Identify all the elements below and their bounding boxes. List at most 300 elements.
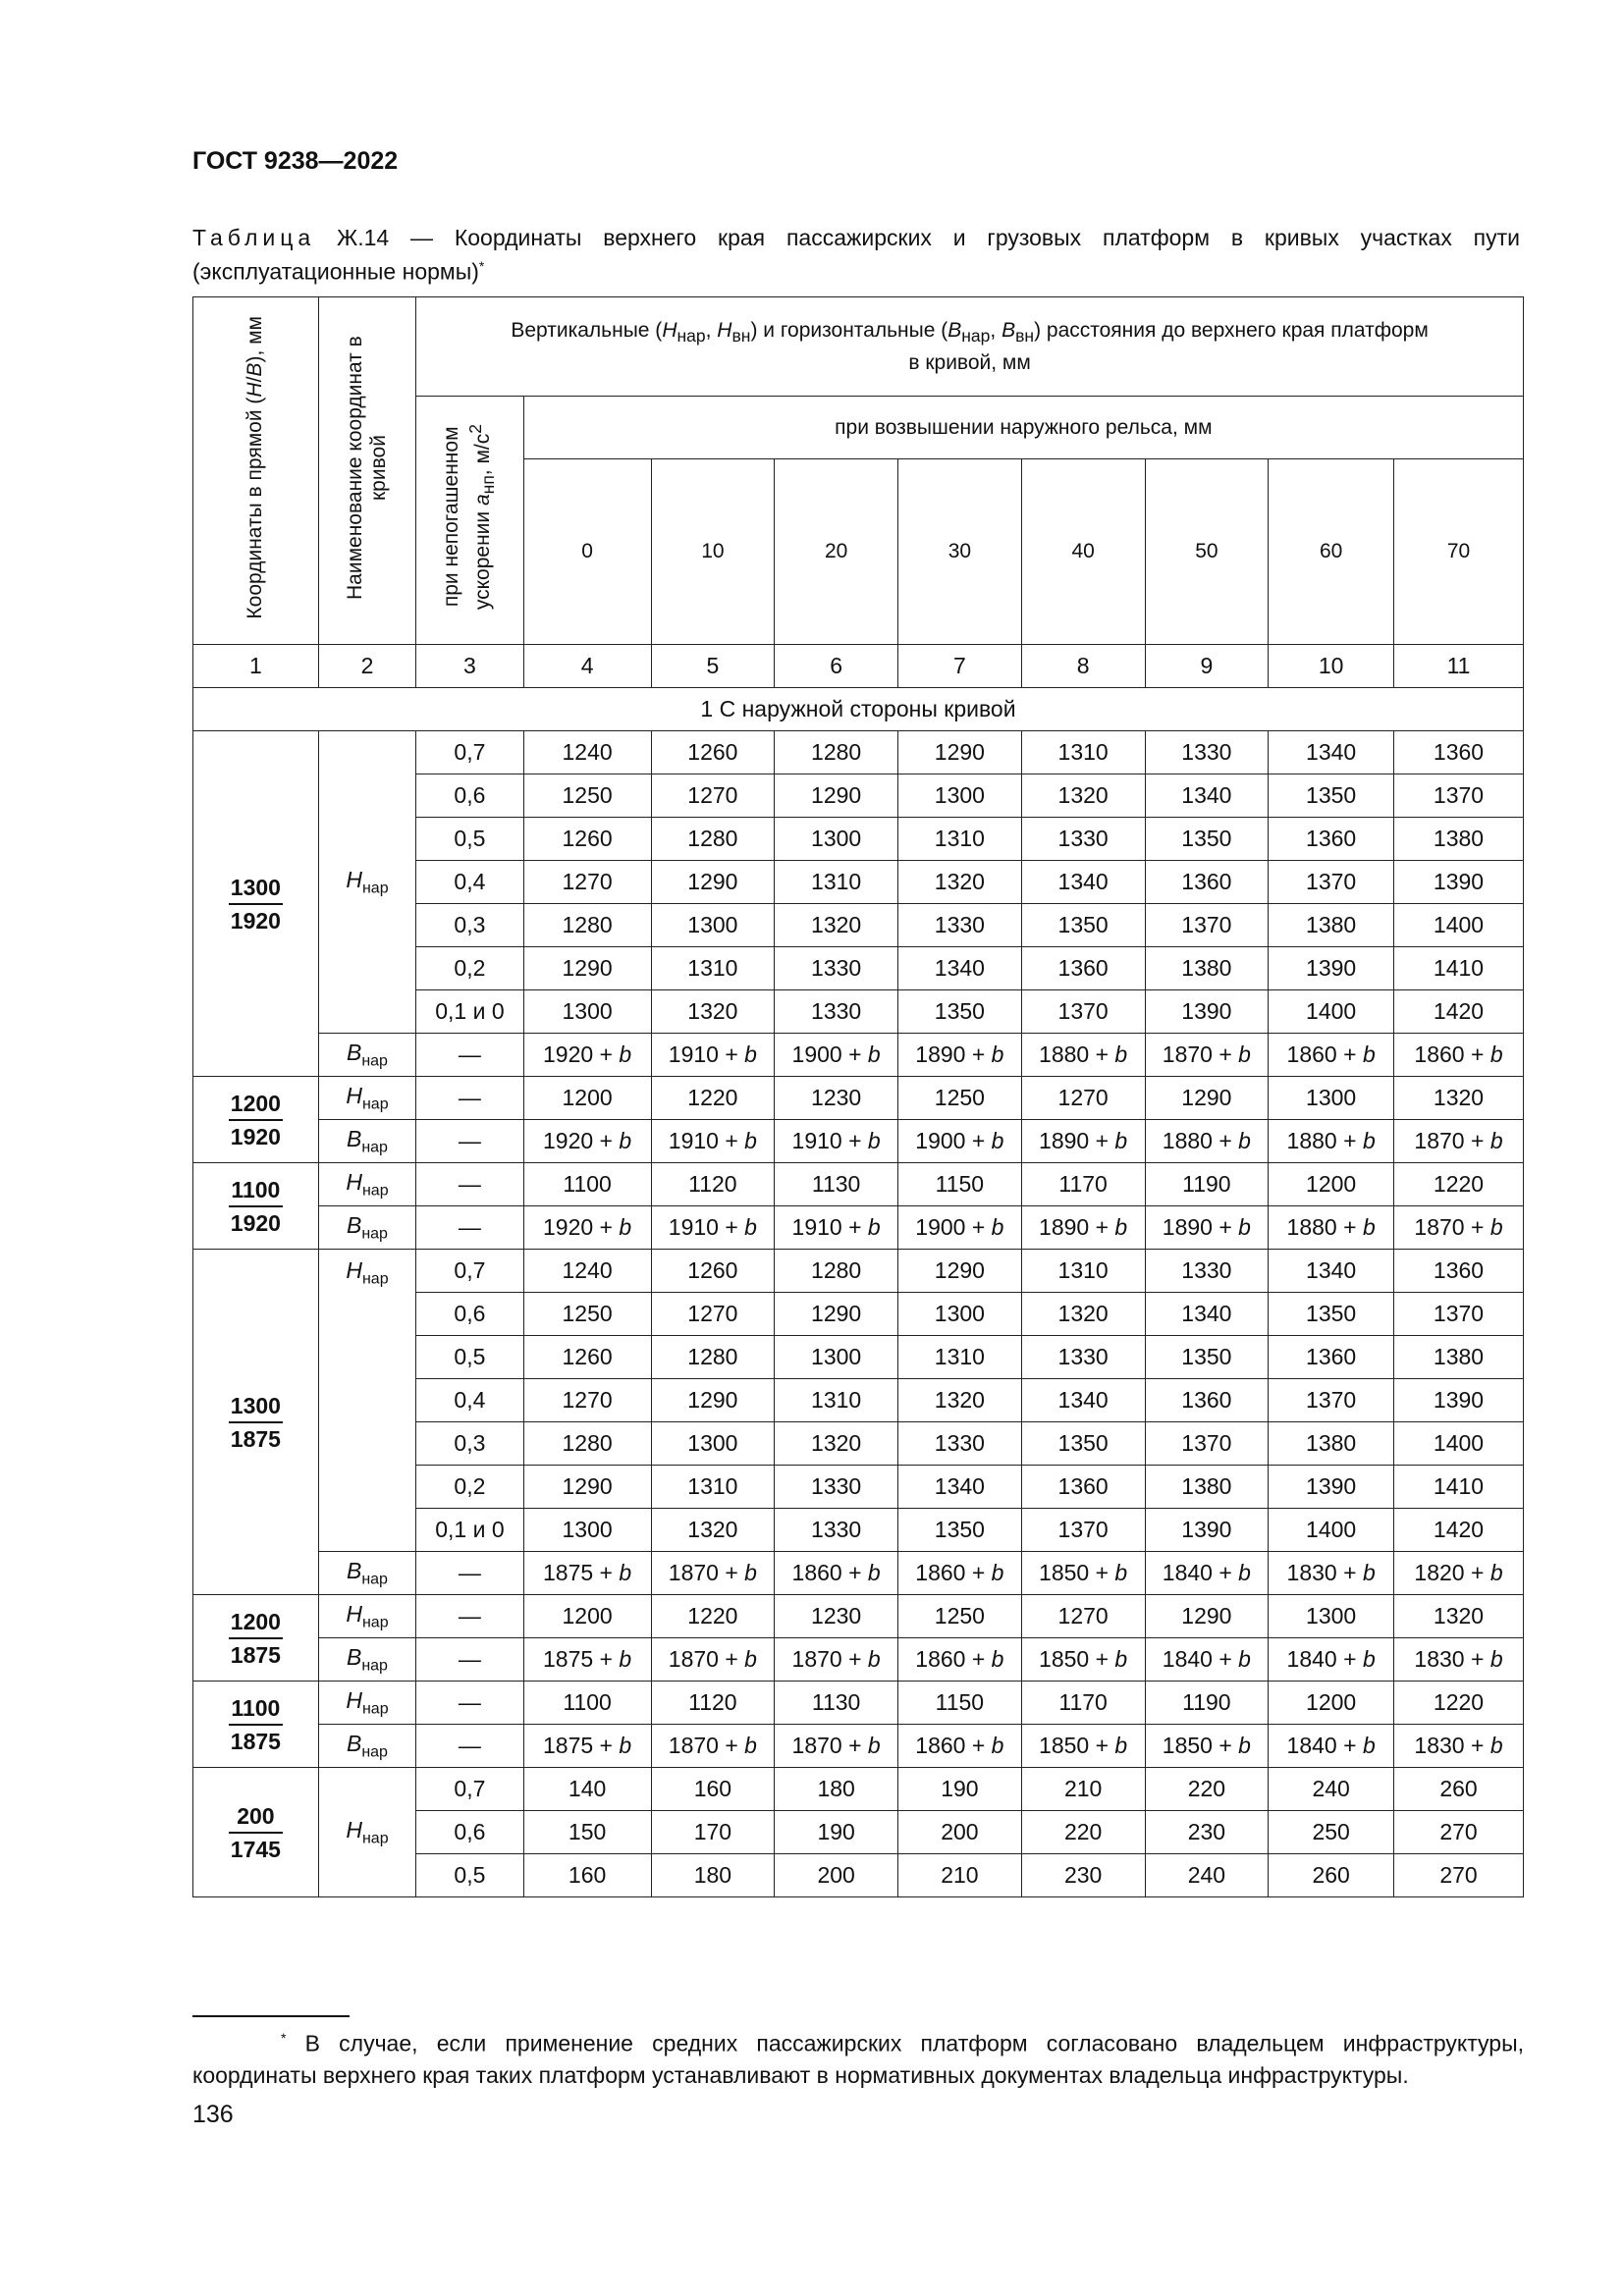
page-number: 136 <box>192 2101 234 2128</box>
value-cell: 1240 <box>523 731 651 774</box>
value-cell <box>523 1552 651 1595</box>
header-main-h: H <box>662 318 677 342</box>
name-symbol: H <box>346 1082 362 1108</box>
value-cell: 1350 <box>898 1509 1022 1552</box>
value-cell: 240 <box>1145 1854 1269 1897</box>
value-cell: 1380 <box>1394 1336 1524 1379</box>
value-cell <box>1021 1725 1145 1768</box>
value-cell: 1380 <box>1269 904 1394 947</box>
header-col2-label: Наименование координат в кривой <box>343 336 390 600</box>
coordinate-name-cell <box>318 1595 415 1638</box>
value-plus: + <box>593 1041 620 1067</box>
header-main <box>416 297 1524 397</box>
value-number: 1860 <box>1286 1041 1337 1067</box>
value-b-symbol: b <box>744 1733 757 1758</box>
acceleration-cell: 0,3 <box>416 904 524 947</box>
header-main-sub3: нар <box>961 326 991 347</box>
value-cell <box>1021 1552 1145 1595</box>
header-accel <box>416 397 524 645</box>
value-cell: 1290 <box>651 861 775 904</box>
header-main-part-d: в кривой, мм <box>908 351 1031 375</box>
value-b-symbol: b <box>1238 1646 1251 1672</box>
value-cell <box>1394 1638 1524 1682</box>
coordinate-name-cell <box>318 1163 415 1206</box>
value-cell: 1200 <box>523 1595 651 1638</box>
coordinate-name-h <box>346 1082 389 1113</box>
value-cell: 1320 <box>651 1509 775 1552</box>
value-plus: + <box>965 1041 992 1067</box>
value-number: 1920 <box>543 1041 594 1067</box>
coordinate-name-cell <box>318 1250 415 1552</box>
value-b-symbol: b <box>1362 1128 1376 1153</box>
value-b-symbol: b <box>1238 1041 1251 1067</box>
value-cell: 1370 <box>1145 1422 1269 1466</box>
value-plus: + <box>965 1646 992 1672</box>
value-number: 1860 <box>915 1733 966 1758</box>
value-plus: + <box>1212 1214 1239 1240</box>
header-main-part-b: ) и горизонтальные ( <box>750 318 948 342</box>
value-cell: 1300 <box>898 774 1022 818</box>
value-cell: 250 <box>1269 1811 1394 1854</box>
value-plus: + <box>1089 1733 1115 1758</box>
value-b-symbol: b <box>1114 1733 1128 1758</box>
value-cell: 1380 <box>1145 1466 1269 1509</box>
value-cell: 1280 <box>651 818 775 861</box>
value-cell <box>1145 1638 1269 1682</box>
value-number: 1910 <box>668 1041 719 1067</box>
value-cell <box>523 1206 651 1250</box>
value-cell: 1320 <box>1021 1293 1145 1336</box>
value-cell: 1200 <box>1269 1163 1394 1206</box>
value-cell: 1340 <box>1145 1293 1269 1336</box>
value-cell: 1420 <box>1394 1509 1524 1552</box>
value-cell: 1280 <box>775 731 898 774</box>
value-cell: 1320 <box>898 1379 1022 1422</box>
value-cell <box>1394 1034 1524 1077</box>
value-cell: 1290 <box>898 1250 1022 1293</box>
name-symbol: B <box>346 1730 362 1756</box>
value-cell: 160 <box>523 1854 651 1897</box>
value-cell: 1120 <box>651 1163 775 1206</box>
value-cell <box>1145 1034 1269 1077</box>
header-main-sub2: вн <box>731 326 751 347</box>
value-cell: 230 <box>1145 1811 1269 1854</box>
value-cell: 1330 <box>1145 731 1269 774</box>
value-number: 1880 <box>1286 1214 1337 1240</box>
value-cell: 210 <box>1021 1768 1145 1811</box>
value-cell: 1300 <box>651 904 775 947</box>
header-accel-sub: нп <box>478 475 499 495</box>
value-b-symbol: b <box>991 1214 1004 1240</box>
value-cell: 1370 <box>1269 861 1394 904</box>
caption-text: Ж.14 — Координаты верхнего края пассажирских и грузовых платформ в кривых участках пути (эксплуатационные нормы) <box>192 225 1520 285</box>
table-row <box>193 1725 1524 1768</box>
table-row <box>193 1638 1524 1682</box>
footnote <box>192 2022 1524 2091</box>
footnote-divider <box>192 2015 350 2017</box>
value-number: 1880 <box>1162 1128 1213 1153</box>
value-cell: 1340 <box>1269 731 1394 774</box>
value-cell: 1320 <box>1394 1595 1524 1638</box>
acceleration-cell: — <box>416 1725 524 1768</box>
coordinate-name-cell <box>318 1034 415 1077</box>
value-cell: 1400 <box>1394 904 1524 947</box>
value-number: 1910 <box>791 1214 842 1240</box>
value-cell: 200 <box>898 1811 1022 1854</box>
value-number: 1820 <box>1414 1560 1465 1585</box>
name-subscript: нар <box>361 1095 389 1113</box>
value-cell: 1280 <box>775 1250 898 1293</box>
value-cell: 1320 <box>775 1422 898 1466</box>
header-main-sep2: , <box>990 318 1002 342</box>
value-b-symbol: b <box>867 1646 881 1672</box>
value-plus: + <box>1212 1128 1239 1153</box>
value-cell: 240 <box>1269 1768 1394 1811</box>
value-number: 1850 <box>1039 1560 1090 1585</box>
value-cell: 1200 <box>523 1077 651 1120</box>
value-cell: 1370 <box>1145 904 1269 947</box>
table-row <box>193 1120 1524 1163</box>
coordinate-name-b <box>346 1557 388 1588</box>
header-accel-line1: при непогашенном <box>439 427 462 608</box>
value-cell: 1330 <box>775 1466 898 1509</box>
value-cell: 1330 <box>775 1509 898 1552</box>
value-cell: 1100 <box>523 1163 651 1206</box>
value-cell: 1320 <box>1021 774 1145 818</box>
value-number: 1890 <box>1162 1214 1213 1240</box>
value-cell: 1400 <box>1269 1509 1394 1552</box>
fraction-denominator: 1875 <box>230 1425 281 1452</box>
header-col1-frac-b: B <box>244 362 267 377</box>
value-cell <box>898 1552 1022 1595</box>
value-cell: 1340 <box>1021 861 1145 904</box>
fraction-numerator: 1200 <box>229 1088 283 1121</box>
elevation-header-cell: 30 <box>898 459 1022 645</box>
value-cell: 1410 <box>1394 1466 1524 1509</box>
elevation-header-cell: 70 <box>1394 459 1524 645</box>
header-accel-sup: 2 <box>464 424 485 435</box>
value-number: 1870 <box>1414 1214 1465 1240</box>
value-cell: 1280 <box>523 904 651 947</box>
value-number: 1870 <box>1414 1128 1465 1153</box>
value-cell: 1190 <box>1145 1163 1269 1206</box>
value-b-symbol: b <box>991 1041 1004 1067</box>
value-number: 1870 <box>668 1646 719 1672</box>
column-number-cell: 1 <box>193 645 319 688</box>
table-row <box>193 1552 1524 1595</box>
name-subscript: нар <box>361 880 389 897</box>
value-cell <box>775 1638 898 1682</box>
value-cell: 1350 <box>1269 774 1394 818</box>
fraction-denominator: 1875 <box>230 1728 281 1754</box>
value-cell: 200 <box>775 1854 898 1897</box>
value-cell: 1360 <box>1145 861 1269 904</box>
value-b-symbol: b <box>867 1733 881 1758</box>
group-coordinates-cell <box>193 731 319 1077</box>
value-cell: 1330 <box>898 1422 1022 1466</box>
value-cell: 1370 <box>1269 1379 1394 1422</box>
name-symbol: B <box>346 1211 362 1238</box>
value-cell: 1280 <box>523 1422 651 1466</box>
name-subscript: нар <box>361 1657 388 1675</box>
table-row <box>193 1034 1524 1077</box>
value-number: 1850 <box>1039 1733 1090 1758</box>
value-cell: 1300 <box>651 1422 775 1466</box>
column-number-cell: 6 <box>775 645 898 688</box>
elevation-header-cell: 10 <box>651 459 775 645</box>
elevation-header-cell: 40 <box>1021 459 1145 645</box>
value-b-symbol: b <box>1238 1733 1251 1758</box>
value-cell: 1220 <box>1394 1682 1524 1725</box>
value-number: 1880 <box>1286 1128 1337 1153</box>
coordinate-fraction <box>229 872 283 936</box>
value-plus: + <box>1089 1214 1115 1240</box>
value-cell <box>1145 1552 1269 1595</box>
value-cell: 1380 <box>1394 818 1524 861</box>
value-plus: + <box>718 1128 745 1153</box>
column-number-cell: 9 <box>1145 645 1269 688</box>
value-cell <box>651 1725 775 1768</box>
value-cell: 1280 <box>651 1336 775 1379</box>
value-plus: + <box>965 1560 992 1585</box>
coordinate-name-cell <box>318 1552 415 1595</box>
column-numbers-row <box>193 645 1524 688</box>
value-plus: + <box>718 1041 745 1067</box>
fraction-denominator: 1745 <box>230 1836 281 1862</box>
name-symbol: H <box>346 1686 362 1713</box>
value-cell: 260 <box>1394 1768 1524 1811</box>
value-cell: 1390 <box>1145 1509 1269 1552</box>
acceleration-cell: — <box>416 1682 524 1725</box>
value-cell: 1330 <box>1021 818 1145 861</box>
value-plus: + <box>841 1560 868 1585</box>
header-main-b1: B <box>947 318 962 342</box>
coordinate-name-cell <box>318 1682 415 1725</box>
value-cell: 1350 <box>898 990 1022 1034</box>
value-cell <box>775 1034 898 1077</box>
column-number-cell: 8 <box>1021 645 1145 688</box>
value-cell: 1260 <box>523 1336 651 1379</box>
value-cell: 1350 <box>1269 1293 1394 1336</box>
value-cell: 1340 <box>898 1466 1022 1509</box>
column-number-cell: 5 <box>651 645 775 688</box>
value-cell: 1300 <box>523 990 651 1034</box>
value-cell: 1170 <box>1021 1163 1145 1206</box>
header-col1: Координаты в прямой (H/B), мм <box>193 297 319 645</box>
value-cell: 1150 <box>898 1682 1022 1725</box>
value-cell <box>523 1638 651 1682</box>
fraction-numerator: 1300 <box>229 872 283 905</box>
value-plus: + <box>718 1733 745 1758</box>
value-number: 1880 <box>1039 1041 1090 1067</box>
value-cell <box>1145 1725 1269 1768</box>
value-cell: 1390 <box>1145 990 1269 1034</box>
value-cell: 1390 <box>1269 947 1394 990</box>
value-b-symbol: b <box>1238 1214 1251 1240</box>
value-cell: 1250 <box>523 774 651 818</box>
value-plus: + <box>1464 1214 1490 1240</box>
value-cell: 1120 <box>651 1682 775 1725</box>
name-symbol: B <box>346 1643 362 1670</box>
header-accel-sym: a <box>470 494 494 507</box>
value-cell: 180 <box>775 1768 898 1811</box>
value-cell: 1330 <box>1145 1250 1269 1293</box>
value-cell <box>651 1552 775 1595</box>
value-plus: + <box>1089 1041 1115 1067</box>
coordinate-name-cell <box>318 1638 415 1682</box>
value-cell: 1310 <box>898 1336 1022 1379</box>
value-b-symbol: b <box>744 1646 757 1672</box>
value-plus: + <box>1336 1646 1363 1672</box>
value-b-symbol: b <box>619 1646 632 1672</box>
value-cell: 1290 <box>898 731 1022 774</box>
elevation-header-cell: 0 <box>523 459 651 645</box>
value-cell <box>1145 1206 1269 1250</box>
value-b-symbol: b <box>1489 1128 1503 1153</box>
value-b-symbol: b <box>1362 1041 1376 1067</box>
value-number: 1920 <box>543 1214 594 1240</box>
value-plus: + <box>718 1560 745 1585</box>
value-cell: 190 <box>898 1768 1022 1811</box>
value-b-symbol: b <box>1489 1041 1503 1067</box>
value-cell: 1350 <box>1145 1336 1269 1379</box>
value-number: 1900 <box>915 1128 966 1153</box>
value-b-symbol: b <box>744 1214 757 1240</box>
value-b-symbol: b <box>991 1646 1004 1672</box>
header-main-sub4: вн <box>1015 326 1035 347</box>
value-b-symbol: b <box>744 1128 757 1153</box>
coordinates-table <box>192 296 1524 1897</box>
value-plus: + <box>965 1214 992 1240</box>
value-cell: 1270 <box>1021 1595 1145 1638</box>
value-cell: 1350 <box>1021 1422 1145 1466</box>
coordinate-name-h <box>346 1257 389 1288</box>
value-number: 1860 <box>791 1560 842 1585</box>
value-cell: 1150 <box>898 1163 1022 1206</box>
elevation-header-cell: 50 <box>1145 459 1269 645</box>
value-b-symbol: b <box>867 1560 881 1585</box>
value-plus: + <box>841 1214 868 1240</box>
value-cell <box>651 1638 775 1682</box>
value-cell: 1390 <box>1269 1466 1394 1509</box>
group-coordinates-cell <box>193 1077 319 1163</box>
value-cell <box>523 1725 651 1768</box>
value-cell <box>523 1120 651 1163</box>
coordinate-fraction <box>229 1390 283 1455</box>
value-cell: 1370 <box>1021 1509 1145 1552</box>
value-cell <box>775 1206 898 1250</box>
value-cell: 1290 <box>1145 1595 1269 1638</box>
header-col1-units: , мм <box>244 316 267 356</box>
value-number: 1910 <box>668 1128 719 1153</box>
group-coordinates-cell <box>193 1163 319 1250</box>
value-b-symbol: b <box>1489 1733 1503 1758</box>
acceleration-cell: — <box>416 1163 524 1206</box>
value-cell <box>898 1120 1022 1163</box>
section-header: 1 С наружной стороны кривой <box>193 688 1524 731</box>
value-number: 1830 <box>1414 1733 1465 1758</box>
value-plus: + <box>965 1128 992 1153</box>
value-cell: 1290 <box>523 947 651 990</box>
coordinate-fraction <box>229 1088 283 1152</box>
value-cell: 1360 <box>1394 1250 1524 1293</box>
value-number: 1870 <box>1162 1041 1213 1067</box>
table-row <box>193 1250 1524 1293</box>
value-cell <box>1394 1552 1524 1595</box>
acceleration-cell: 0,7 <box>416 1768 524 1811</box>
value-cell: 1320 <box>775 904 898 947</box>
table-row <box>193 1163 1524 1206</box>
name-subscript: нар <box>361 1700 389 1718</box>
value-cell: 1310 <box>651 947 775 990</box>
value-plus: + <box>1336 1128 1363 1153</box>
value-plus: + <box>1464 1041 1490 1067</box>
value-plus: + <box>1336 1560 1363 1585</box>
value-cell: 1230 <box>775 1077 898 1120</box>
value-cell <box>1269 1120 1394 1163</box>
value-cell <box>775 1552 898 1595</box>
value-cell: 1360 <box>1021 1466 1145 1509</box>
value-number: 1910 <box>791 1128 842 1153</box>
value-cell: 1380 <box>1269 1422 1394 1466</box>
value-cell: 1230 <box>775 1595 898 1638</box>
value-cell: 1250 <box>898 1077 1022 1120</box>
value-cell: 160 <box>651 1768 775 1811</box>
name-subscript: нар <box>361 1571 388 1588</box>
value-cell: 1190 <box>1145 1682 1269 1725</box>
value-cell: 1290 <box>523 1466 651 1509</box>
value-cell <box>651 1120 775 1163</box>
value-cell: 1130 <box>775 1682 898 1725</box>
value-plus: + <box>1464 1646 1490 1672</box>
coordinate-name-h <box>346 1600 389 1631</box>
value-number: 1840 <box>1286 1733 1337 1758</box>
fraction-numerator: 200 <box>229 1800 283 1834</box>
name-symbol: H <box>346 866 362 892</box>
value-plus: + <box>593 1733 620 1758</box>
value-cell <box>1269 1725 1394 1768</box>
header-col1-label: Координаты в прямой <box>244 409 267 619</box>
acceleration-cell: — <box>416 1552 524 1595</box>
value-b-symbol: b <box>1114 1214 1128 1240</box>
value-cell: 1270 <box>651 1293 775 1336</box>
value-number: 1890 <box>915 1041 966 1067</box>
value-cell: 1330 <box>1021 1336 1145 1379</box>
value-number: 1830 <box>1286 1560 1337 1585</box>
table-row <box>193 1768 1524 1811</box>
value-cell: 1310 <box>775 861 898 904</box>
value-cell <box>898 1206 1022 1250</box>
value-plus: + <box>1336 1733 1363 1758</box>
group-coordinates-cell <box>193 1595 319 1682</box>
name-subscript: нар <box>361 1182 389 1200</box>
value-cell <box>1269 1638 1394 1682</box>
value-cell: 1360 <box>1269 818 1394 861</box>
value-plus: + <box>593 1214 620 1240</box>
fraction-denominator: 1920 <box>230 1209 281 1236</box>
value-cell: 150 <box>523 1811 651 1854</box>
header-col2 <box>318 297 415 645</box>
acceleration-cell: 0,6 <box>416 1293 524 1336</box>
acceleration-cell: 0,7 <box>416 731 524 774</box>
value-cell: 1400 <box>1394 1422 1524 1466</box>
coordinate-fraction <box>229 1692 283 1757</box>
value-number: 1850 <box>1162 1733 1213 1758</box>
value-cell: 260 <box>1269 1854 1394 1897</box>
value-b-symbol: b <box>619 1041 632 1067</box>
value-cell: 1330 <box>898 904 1022 947</box>
acceleration-cell: 0,5 <box>416 1854 524 1897</box>
